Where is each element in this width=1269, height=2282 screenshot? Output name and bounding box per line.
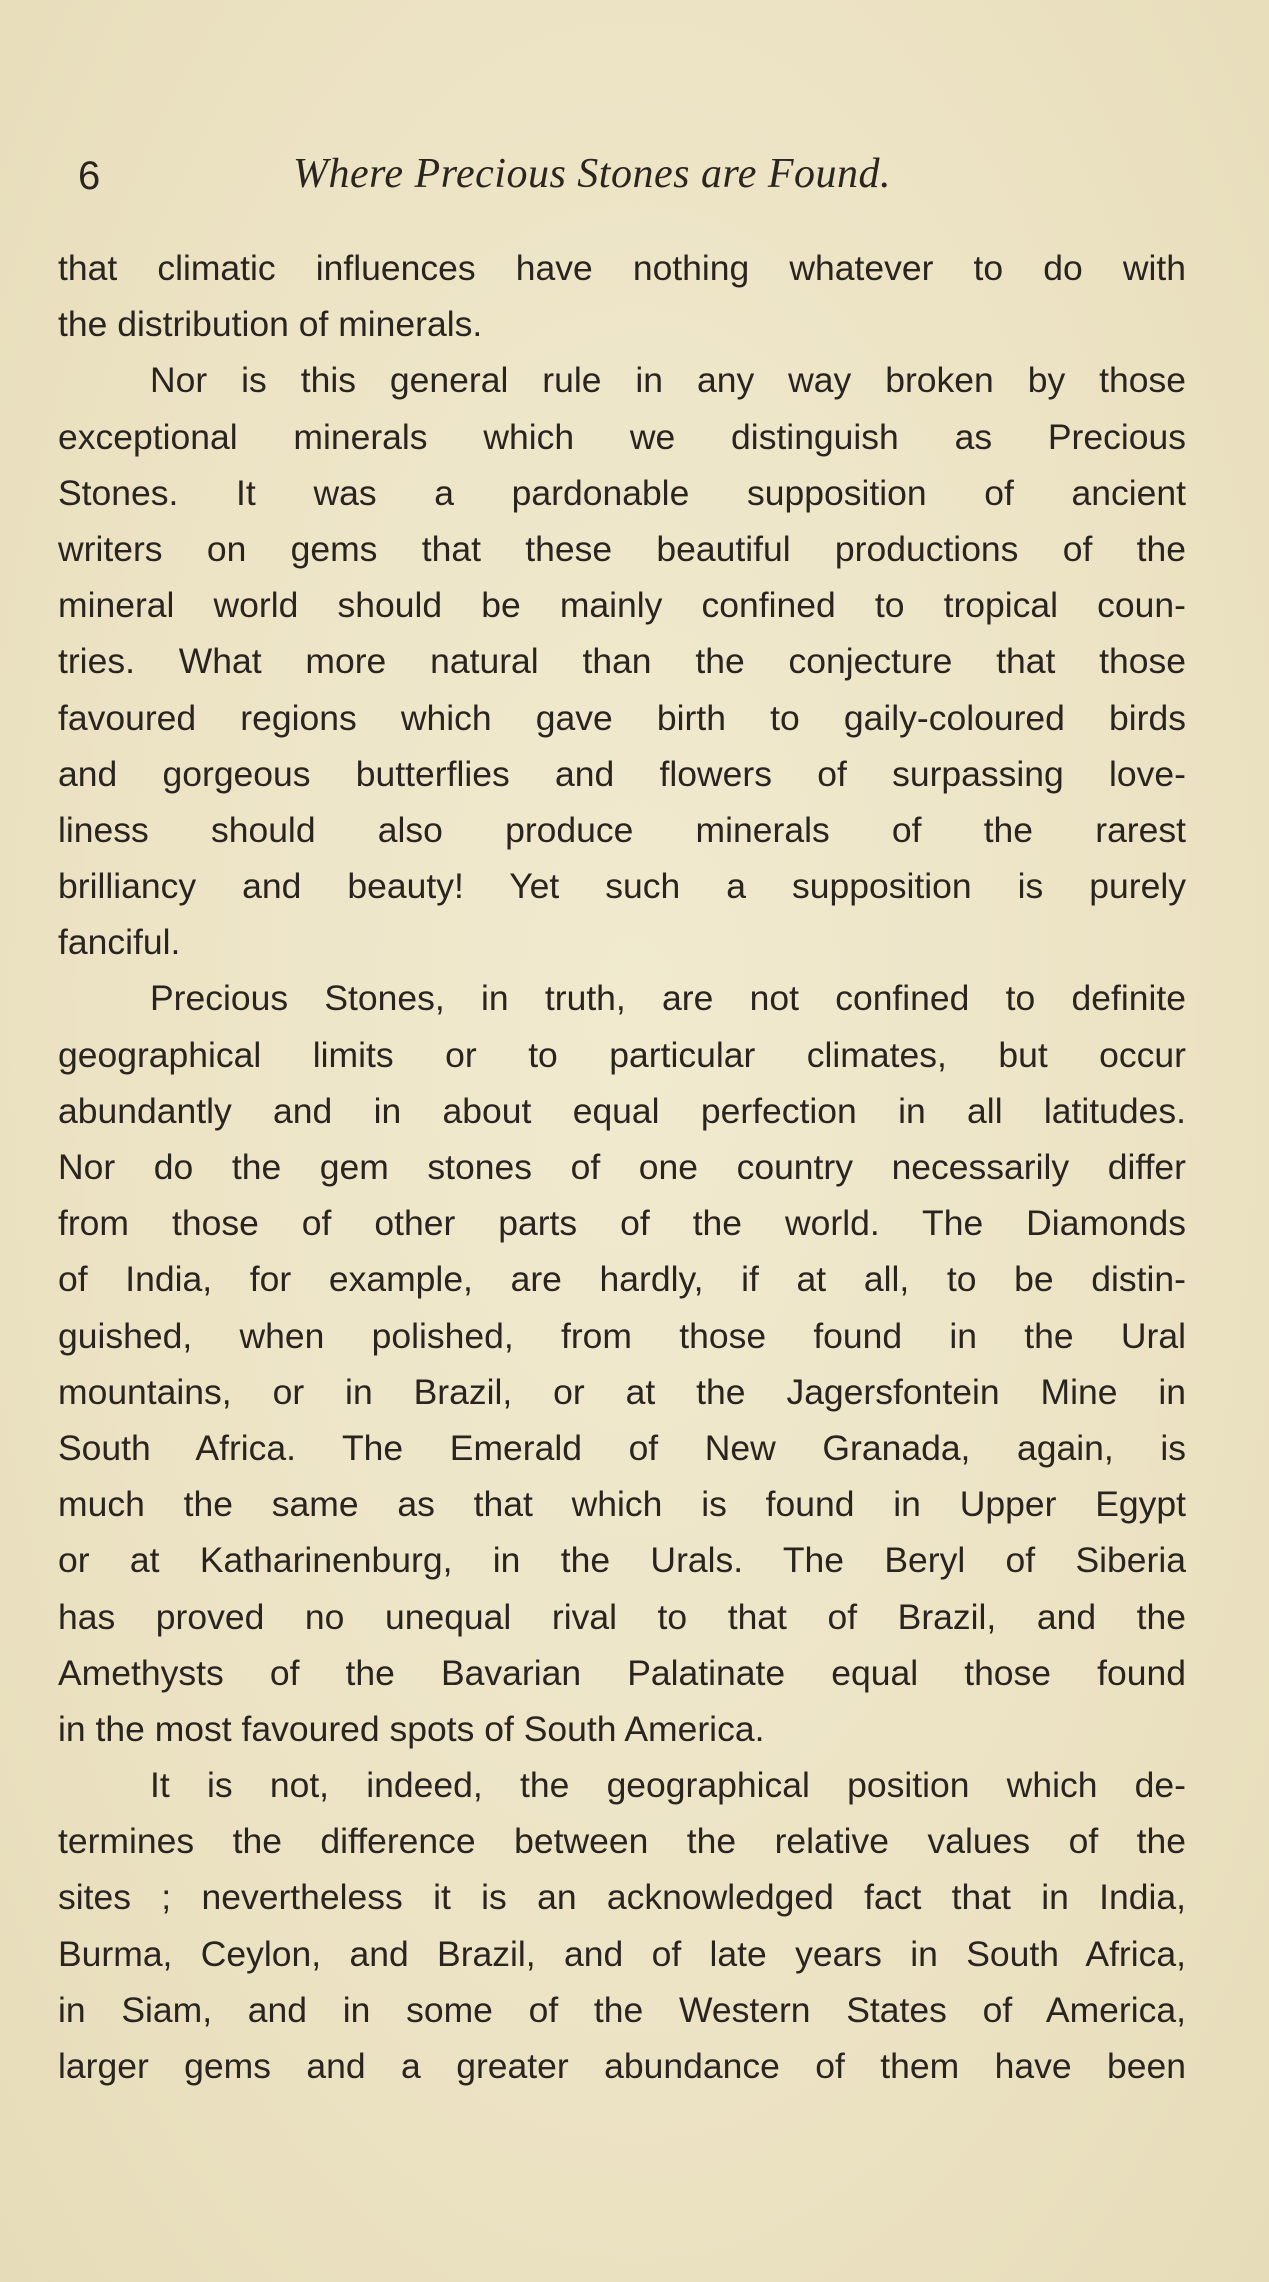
text-line: mineral world should be mainly confined to tropical coun- <box>58 585 1186 626</box>
running-title: Where Precious Stones are Found. <box>293 151 892 197</box>
text-line: in Siam, and in some of the Western States of America, <box>58 1989 1186 2030</box>
page-number: 6 <box>78 154 101 198</box>
text-line: Amethysts of the Bavarian Palatinate equal those found <box>58 1652 1186 1693</box>
text-line: guished, when polished, from those found in the Ural <box>58 1315 1186 1356</box>
text-line: It is not, indeed, the geographical position which de- <box>150 1765 1186 1806</box>
paragraph <box>58 970 1186 1757</box>
text-line: in the most favoured spots of South America. <box>58 1708 765 1749</box>
text-line: abundantly and in about equal perfection in all latitudes. <box>58 1090 1186 1131</box>
text-line: brilliancy and beauty! Yet such a supposition is purely <box>58 866 1186 907</box>
text-line: fanciful. <box>58 922 181 963</box>
text-line: writers on gems that these beautiful productions of the <box>58 528 1186 569</box>
text-line: South Africa. The Emerald of New Granada, again, is <box>58 1427 1186 1468</box>
text-line: Precious Stones, in truth, are not confined to definite <box>150 978 1186 1019</box>
paragraph <box>58 240 1186 352</box>
text-line: favoured regions which gave birth to gaily-coloured birds <box>58 697 1186 738</box>
page-header <box>78 150 1209 210</box>
text-line: Nor do the gem stones of one country necessarily differ <box>58 1147 1186 1187</box>
text-line: from those of other parts of the world. The Diamonds <box>58 1203 1186 1244</box>
body-text <box>58 240 1186 2094</box>
text-line: geographical limits or to particular climates, but occur <box>58 1034 1186 1075</box>
text-line: of India, for example, are hardly, if at all, to be distin- <box>58 1259 1186 1300</box>
paragraph <box>58 1757 1186 2094</box>
text-line: tries. What more natural than the conjecture that those <box>58 641 1186 682</box>
text-line: that climatic influences have nothing whatever to do with <box>58 248 1186 288</box>
text-line: mountains, or in Brazil, or at the Jagersfontein Mine in <box>58 1371 1186 1412</box>
paragraph <box>58 352 1186 970</box>
text-line: Nor is this general rule in any way broken by those <box>150 360 1186 401</box>
text-line: liness should also produce minerals of the rarest <box>58 809 1186 850</box>
text-line: the distribution of minerals. <box>58 304 483 345</box>
text-line: or at Katharinenburg, in the Urals. The Beryl of Siberia <box>58 1540 1186 1581</box>
text-line: and gorgeous butterflies and flowers of surpassing love- <box>58 753 1186 794</box>
text-line: has proved no unequal rival to that of Brazil, and the <box>58 1596 1186 1637</box>
text-line: termines the difference between the relative values of the <box>58 1821 1186 1862</box>
text-line: sites ; nevertheless it is an acknowledged fact that in India, <box>58 1877 1186 1918</box>
text-line: larger gems and a greater abundance of them have been <box>58 2046 1186 2086</box>
text-line: Burma, Ceylon, and Brazil, and of late years in South Africa, <box>58 1933 1186 1974</box>
text-line: much the same as that which is found in Upper Egypt <box>58 1484 1186 1525</box>
text-line: Stones. It was a pardonable supposition of ancient <box>58 472 1186 513</box>
text-line: exceptional minerals which we distinguish as Precious <box>58 416 1186 457</box>
